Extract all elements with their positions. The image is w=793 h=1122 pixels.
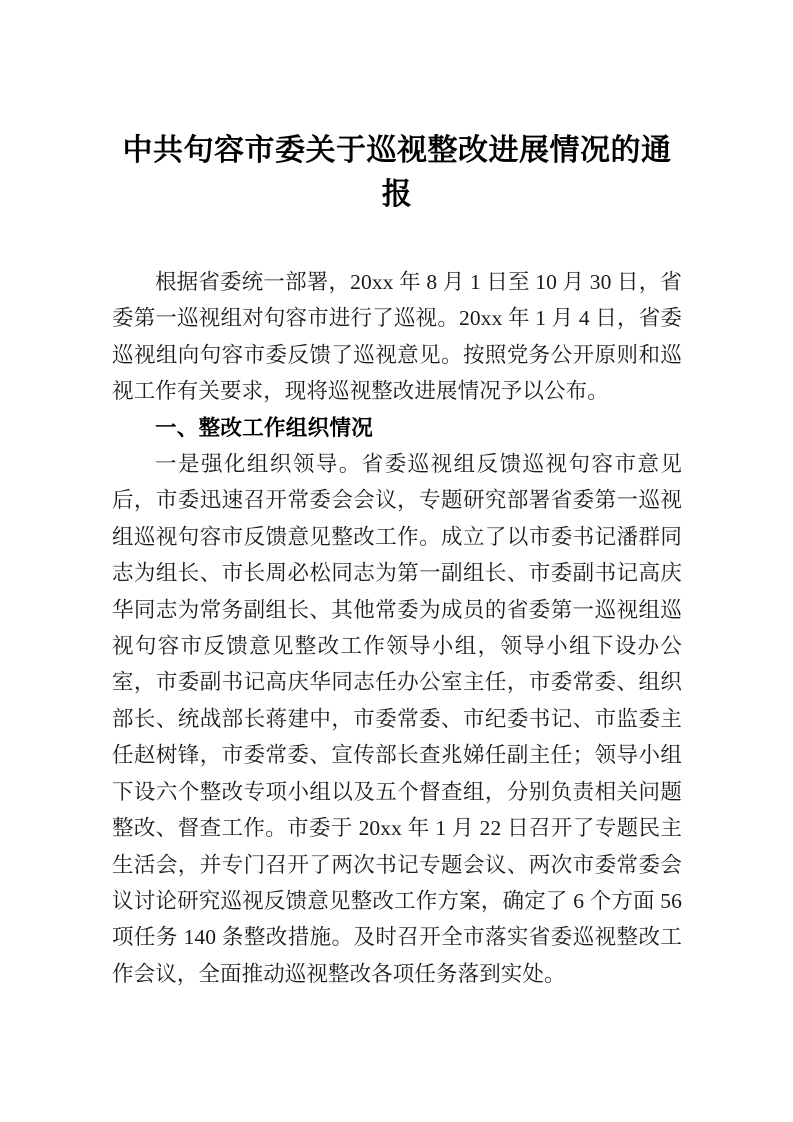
document-content xyxy=(112,0,682,992)
page-title: 中共句容市委关于巡视整改进展情况的通报 xyxy=(122,134,672,211)
intro-paragraph: 根据省委统一部署，20xx 年 8 月 1 日至 10 月 30 日，省委第一巡视组对句容市进行了巡视。20xx 年 1 月 4 日，省委巡视组向句容市委反馈了巡视意见。按照党务公开原则和巡视工作有关要求，现将巡视整改进展情况予以公布。 xyxy=(112,270,682,404)
section-heading-1: 一、整改工作组织情况 xyxy=(155,415,374,440)
section-1-paragraph-1: 一是强化组织领导。省委巡视组反馈巡视句容市意见后，市委迅速召开常委会会议，专题研究部署省委第一巡视组巡视句容市反馈意见整改工作。成立了以市委书记潘群同志为组长、市长周必松同志为第一副组长、市委副书记高庆华同志为常务副组长、其他常委为成员的省委第一巡视组巡视句容市反馈意见整改工作领导小组，领导小组下设办公室，市委副书记高庆华同志任办公室主任，市委常委、组织部长、统战部长蒋建中，市委常委、市纪委书记、市监委主任赵树锋，市委常委、宣传部长查兆娣任副主任；领导小组下设六个整改专项小组以及五个督查组，分别负责相关问题整改、督查工作。市委于 20xx 年 1 月 22 日召开了专题民主生活会，并专门召开了两次书记专题会议、两次市委常委会议讨论研究巡视反馈意见整改工作方案，确定了 6 个方面 56 项任务 140 条整改措施。及时召开全市落实省委巡视整改工作会议，全面推动巡视整改各项任务落到实处。 xyxy=(112,452,682,986)
title-spacer xyxy=(112,217,682,264)
title-block xyxy=(112,0,682,217)
